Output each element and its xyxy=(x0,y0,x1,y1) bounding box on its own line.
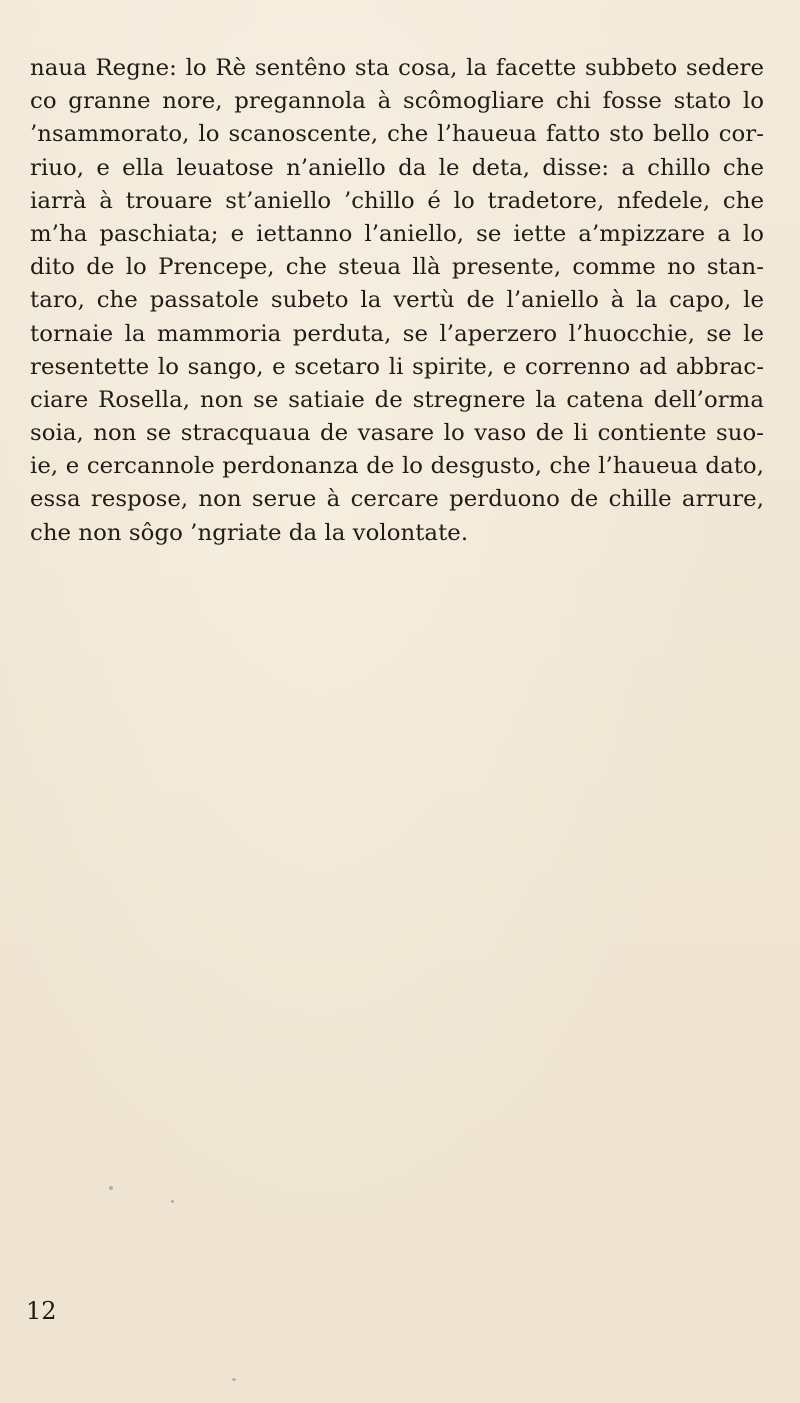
text-line-2: co granne nore, pregannola à scômogliare chi fosse stato lo xyxy=(30,88,764,115)
text-line-9: tornaie la mammoria perduta, se l’aperzero l’huocchie, se le xyxy=(30,320,764,347)
text-line-4: riuo, e ella leuatose n’aniello da le deta, disse: a chillo che xyxy=(30,154,764,181)
text-line-15: che non sôgo ’ngriate da la volontate. xyxy=(30,519,469,546)
text-line-10: resentette lo sango, e scetaro li spirite, e correnno ad abbrac- xyxy=(30,353,764,380)
page-number: 12 xyxy=(26,1297,57,1325)
text-line-12: soia, non se stracquaua de vasare lo vaso de li contiente suo- xyxy=(30,420,764,447)
text-line-3: ’nsammorato, lo scanoscente, che l’haueua fatto sto bello cor- xyxy=(30,121,764,148)
text-line-13: ie, e cercannole perdonanza de lo desgusto, che l’haueua dato, xyxy=(30,453,764,480)
text-line-11: ciare Rosella, non se satiaie de stregnere la catena dell’orma xyxy=(30,386,764,413)
text-line-14: essa respose, non serue à cercare perduono de chille arrure, xyxy=(30,486,764,513)
text-line-1: naua Regne: lo Rè sentêno sta cosa, la facette subbeto sedere xyxy=(30,55,764,81)
paper-speck xyxy=(109,1186,113,1190)
paper-speck xyxy=(171,1200,174,1203)
paper-speck xyxy=(232,1378,236,1381)
text-line-5: iarrà à trouare st’aniello ’chillo é lo tradetore, nfedele, che xyxy=(30,187,764,214)
body-text xyxy=(30,52,764,550)
text-line-6: m’ha paschiata; e iettanno l’aniello, se iette a’mpizzare a lo xyxy=(30,220,764,247)
text-line-8: taro, che passatole subeto la vertù de l’aniello à la capo, le xyxy=(30,287,764,314)
text-line-7: dito de lo Prencepe, che steua llà presente, comme no stan- xyxy=(30,254,764,281)
